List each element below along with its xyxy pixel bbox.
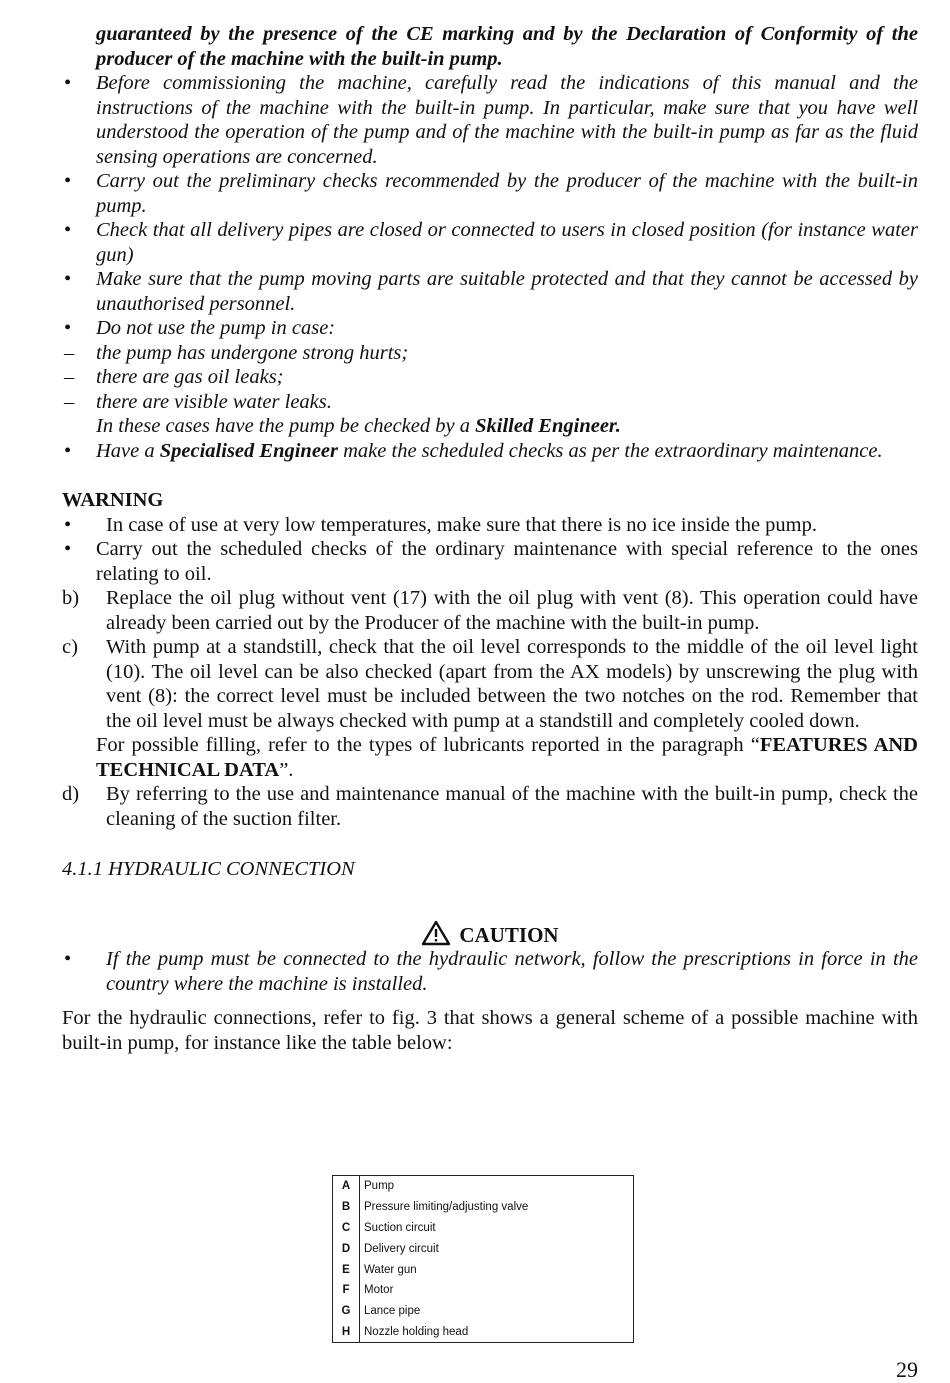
table-row: D Delivery circuit <box>333 1238 634 1259</box>
bullet-icon: • <box>64 948 72 970</box>
table-row: F Motor <box>333 1280 634 1301</box>
manual-page <box>62 22 918 1055</box>
lettered-item-c: c) With pump at a standstill, check that the oil level corresponds to the middle of the oil level light (10). The oil level can be also checked (apart from the AX models) by unscrewing the plug with vent (8): the correct level must be included between the two notches on the rod. Remember that the oil level must be always checked with pump at a standstill and completely cooled down. <box>62 636 918 732</box>
table-row: G Lance pipe <box>333 1301 634 1322</box>
bullet-icon: • <box>64 513 72 536</box>
continuation-text: guaranteed by the presence of the CE marking and by the Declaration of Conformity of the producer of the machine with the built-in pump. <box>96 23 918 70</box>
bullet-icon: • <box>64 317 72 339</box>
warning-triangle-icon <box>421 920 451 946</box>
dash-icon: – <box>64 341 75 364</box>
list-item: • If the pump must be connected to the hydraulic network, follow the prescriptions in force in the country where the machine is installed. <box>64 948 918 995</box>
table-row: B Pressure limiting/adjusting valve <box>333 1197 634 1218</box>
legend-table <box>332 1175 634 1343</box>
caution-heading: CAUTION <box>62 920 918 948</box>
table-row: C Suction circuit <box>333 1218 634 1239</box>
list-item: • Carry out the scheduled checks of the ordinary maintenance with special reference to the ones relating to oil. <box>64 538 918 585</box>
list-item: • Do not use the pump in case: <box>64 317 336 339</box>
dash-item: – there are gas oil leaks; <box>64 366 284 388</box>
list-item: • Make sure that the pump moving parts are suitable protected and that they cannot be accessed by unauthorised personnel. <box>64 268 918 315</box>
bullet-icon: • <box>64 268 72 290</box>
lettered-item-d: d) By referring to the use and maintenance manual of the machine with the built-in pump, check the cleaning of the suction filter. <box>62 783 918 830</box>
bullet-icon: • <box>64 72 72 94</box>
list-item: • Check that all delivery pipes are closed or connected to users in closed position (for instance water gun) <box>64 219 918 266</box>
page-number: 29 <box>896 1357 918 1382</box>
list-item: • Carry out the preliminary checks recommended by the producer of the machine with the built-in pump. <box>64 170 918 217</box>
body-paragraph: For the hydraulic connections, refer to fig. 3 that shows a general scheme of a possible machine with built-in pump, for instance like the table below: <box>62 1007 918 1054</box>
dash-item: – the pump has undergone strong hurts; <box>64 341 409 364</box>
section-title: 4.1.1 HYDRAULIC CONNECTION <box>62 858 355 880</box>
dash-icon: – <box>64 390 75 413</box>
lettered-item-b: b) Replace the oil plug without vent (17) with the oil plug with vent (8). This operation could have already been carried out by the Producer of the machine with the built-in pump. <box>62 587 918 634</box>
checked-by-line: In these cases have the pump be checked by a Skilled Engineer. <box>96 415 621 437</box>
warning-heading: WARNING <box>62 489 164 511</box>
table-row: A Pump <box>333 1176 634 1197</box>
filling-note: For possible filling, refer to the types of lubricants reported in the paragraph “FEATURES AND TECHNICAL DATA”. <box>96 734 918 781</box>
table-row: E Water gun <box>333 1259 634 1280</box>
bullet-icon: • <box>64 170 72 192</box>
dash-item: – there are visible water leaks. <box>64 390 332 413</box>
list-item: • Have a Specialised Engineer make the scheduled checks as per the extraordinary maintenance. <box>64 439 883 462</box>
list-item: • In case of use at very low temperatures, make sure that there is no ice inside the pump. <box>64 513 817 536</box>
bullet-icon: • <box>64 538 72 560</box>
dash-icon: – <box>64 366 75 388</box>
bullet-icon: • <box>64 219 72 241</box>
bullet-icon: • <box>64 439 72 462</box>
table-row: H Nozzle holding head <box>333 1322 634 1343</box>
list-item: • Before commissioning the machine, carefully read the indications of this manual and the instructions of the machine with the built-in pump. In particular, make sure that you have well understood the operation of the pump and of the machine with the built-in pump as far as the fluid sensing operations are concerned. <box>64 72 918 168</box>
